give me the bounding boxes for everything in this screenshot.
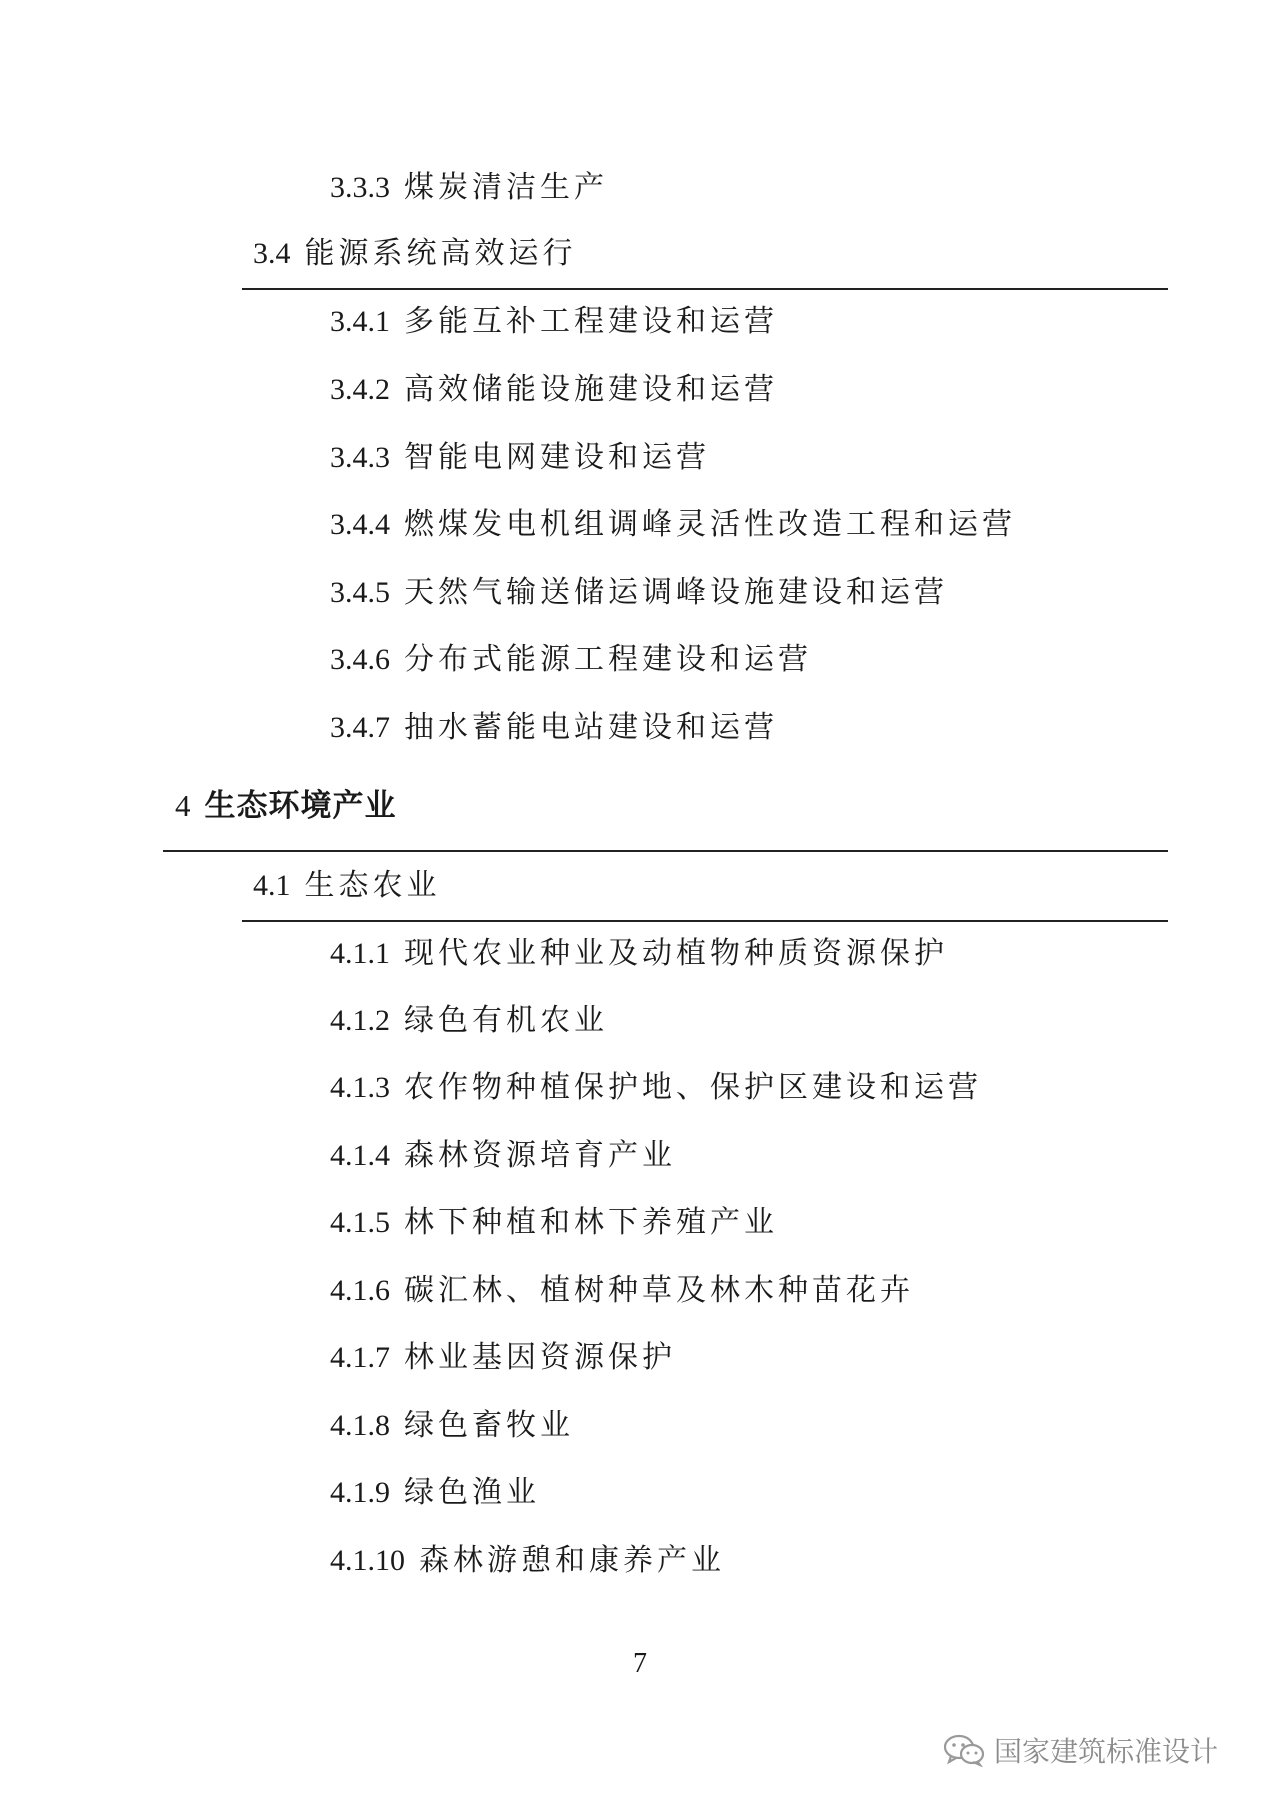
toc-entry (330, 302, 778, 342)
toc-entry (330, 168, 608, 208)
toc-entry (330, 1338, 676, 1378)
toc-entry (330, 505, 1016, 545)
entry-text: 林业基因资源保护 (404, 1340, 676, 1375)
toc-entry (330, 1203, 778, 1243)
entry-number: 3.4.6 (330, 643, 390, 676)
entry-number: 4 (175, 788, 191, 823)
entry-text: 绿色畜牧业 (404, 1408, 574, 1443)
entry-number: 4.1.8 (330, 1409, 390, 1442)
entry-number: 4.1.7 (330, 1341, 390, 1374)
entry-text: 森林资源培育产业 (404, 1138, 676, 1173)
entry-text: 天然气输送储运调峰设施建设和运营 (404, 575, 948, 610)
entry-text: 煤炭清洁生产 (404, 170, 608, 205)
toc-entry (330, 934, 948, 974)
entry-number: 3.4.7 (330, 711, 390, 744)
entry-text: 智能电网建设和运营 (404, 440, 710, 475)
entry-number: 3.4.2 (330, 373, 390, 406)
entry-number: 4.1.5 (330, 1206, 390, 1239)
entry-text: 生态环境产业 (204, 788, 397, 824)
entry-text: 森林游憩和康养产业 (419, 1543, 725, 1578)
entry-number: 4.1.2 (330, 1004, 390, 1037)
chapter-divider (163, 850, 1168, 852)
wechat-icon (942, 1733, 986, 1767)
toc-entry (330, 708, 778, 748)
entry-number: 3.3.3 (330, 171, 390, 204)
entry-text: 生态农业 (304, 868, 441, 903)
section-divider (242, 920, 1168, 922)
toc-entry (330, 1406, 574, 1446)
entry-text: 现代农业种业及动植物种质资源保护 (404, 936, 948, 971)
entry-number: 4.1.4 (330, 1139, 390, 1172)
toc-entry (330, 438, 710, 478)
toc-chapter (175, 786, 397, 826)
entry-text: 林下种植和林下养殖产业 (404, 1205, 778, 1240)
entry-number: 3.4.1 (330, 305, 390, 338)
toc-entry (330, 573, 948, 613)
watermark-text: 国家建筑标准设计 (994, 1735, 1219, 1768)
watermark (942, 1730, 1218, 1770)
entry-number: 4.1.3 (330, 1071, 390, 1104)
toc-entry (330, 370, 778, 410)
toc-entry (330, 1068, 982, 1108)
entry-number: 4.1 (253, 869, 291, 902)
entry-number: 3.4.5 (330, 576, 390, 609)
toc-entry (330, 1271, 914, 1311)
toc-entry (330, 640, 812, 680)
toc-entry (330, 1136, 676, 1176)
toc-section (253, 866, 441, 906)
toc-entry (330, 1473, 540, 1513)
entry-text: 能源系统高效运行 (304, 236, 577, 271)
toc-entry (330, 1001, 608, 1041)
entry-number: 4.1.1 (330, 937, 390, 970)
entry-text: 农作物种植保护地、保护区建设和运营 (404, 1070, 982, 1105)
entry-text: 绿色有机农业 (404, 1003, 608, 1038)
entry-text: 燃煤发电机组调峰灵活性改造工程和运营 (404, 507, 1016, 542)
entry-number: 3.4.3 (330, 441, 390, 474)
entry-text: 绿色渔业 (404, 1475, 540, 1510)
entry-number: 4.1.6 (330, 1274, 390, 1307)
section-divider (242, 288, 1168, 290)
entry-text: 分布式能源工程建设和运营 (404, 642, 812, 677)
entry-text: 多能互补工程建设和运营 (404, 304, 778, 339)
entry-text: 碳汇林、植树种草及林木种苗花卉 (404, 1273, 914, 1308)
page-number: 7 (633, 1648, 647, 1679)
entry-number: 3.4.4 (330, 508, 390, 541)
toc-section (253, 234, 577, 274)
entry-text: 抽水蓄能电站建设和运营 (404, 710, 778, 745)
entry-number: 4.1.10 (330, 1544, 405, 1577)
entry-number: 3.4 (253, 237, 291, 270)
entry-number: 4.1.9 (330, 1476, 390, 1509)
toc-entry (330, 1541, 725, 1581)
entry-text: 高效储能设施建设和运营 (404, 372, 778, 407)
